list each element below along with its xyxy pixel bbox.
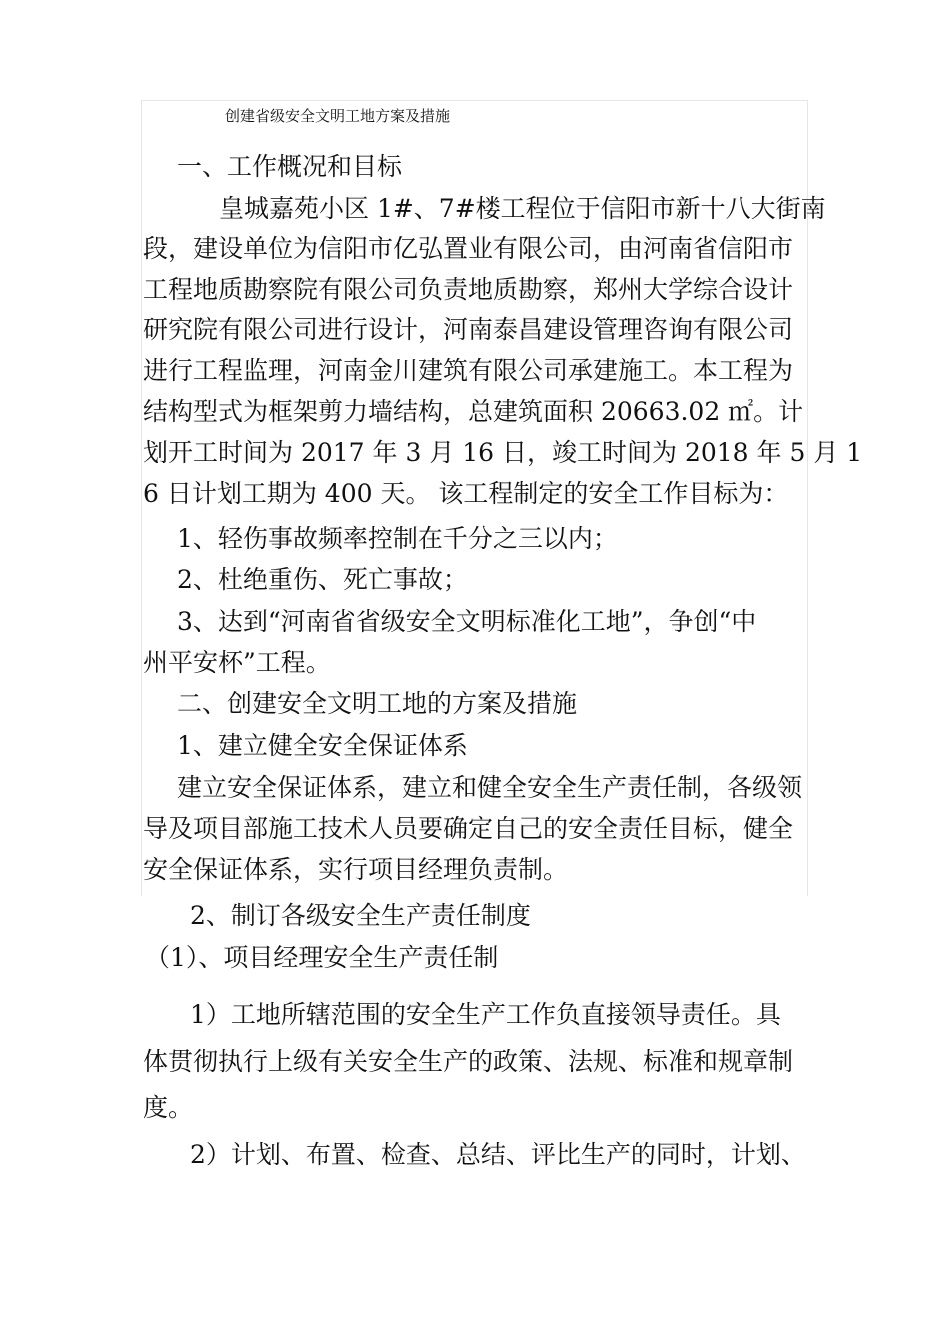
paragraph-line: 结构型式为框架剪力墙结构，总建筑面积 20663.02 ㎡。计 (143, 397, 804, 426)
paragraph-line: 度。 (143, 1093, 194, 1122)
subsection-heading: 2、制订各级安全生产责任制度 (190, 901, 531, 930)
section-heading: 一、工作概况和目标 (177, 152, 403, 181)
paragraph-line: 6 日计划工期为 400 天。 该工程制定的安全工作目标为： (143, 479, 789, 508)
section-heading: 二、创建安全文明工地的方案及措施 (177, 689, 578, 718)
paragraph-line: 导及项目部施工技术人员要确定自己的安全责任目标，健全 (143, 814, 794, 843)
paragraph-line: 研究院有限公司进行设计，河南泰昌建设管理咨询有限公司 (143, 315, 794, 344)
paragraph-line: 建立安全保证体系，建立和健全安全生产责任制，各级领 (177, 773, 803, 802)
list-item: 1、轻伤事故频率控制在千分之三以内； (177, 524, 618, 553)
subsection-heading: （1）、项目经理安全生产责任制 (145, 943, 499, 972)
document-title: 创建省级安全文明工地方案及措施 (225, 107, 451, 125)
subsection-heading: 1、建立健全安全保证体系 (177, 731, 468, 760)
list-item: 2、杜绝重伤、死亡事故； (177, 565, 468, 594)
paragraph-line: 工程地质勘察院有限公司负责地质勘察，郑州大学综合设计 (143, 275, 794, 304)
paragraph-line: 皇城嘉苑小区 1#、7#楼工程位于信阳市新十八大街南 (219, 194, 826, 223)
paragraph-line: 进行工程监理，河南金川建筑有限公司承建施工。本工程为 (143, 356, 794, 385)
paragraph-line: 段，建设单位为信阳市亿弘置业有限公司，由河南省信阳市 (143, 234, 794, 263)
paragraph-line: 体贯彻执行上级有关安全生产的政策、法规、标准和规章制 (143, 1047, 794, 1076)
paragraph-line: 1）工地所辖范围的安全生产工作负直接领导责任。具 (190, 1000, 781, 1029)
paragraph-line: 2）计划、布置、检查、总结、评比生产的同时，计划、 (190, 1140, 806, 1169)
list-item: 3、达到“河南省省级安全文明标准化工地”，争创“中 (177, 607, 757, 636)
paragraph-line: 安全保证体系，实行项目经理负责制。 (143, 855, 569, 884)
paragraph-line: 州平安杯”工程。 (143, 648, 331, 677)
paragraph-line: 划开工时间为 2017 年 3 月 16 日，竣工时间为 2018 年 5 月 1 (143, 438, 863, 467)
